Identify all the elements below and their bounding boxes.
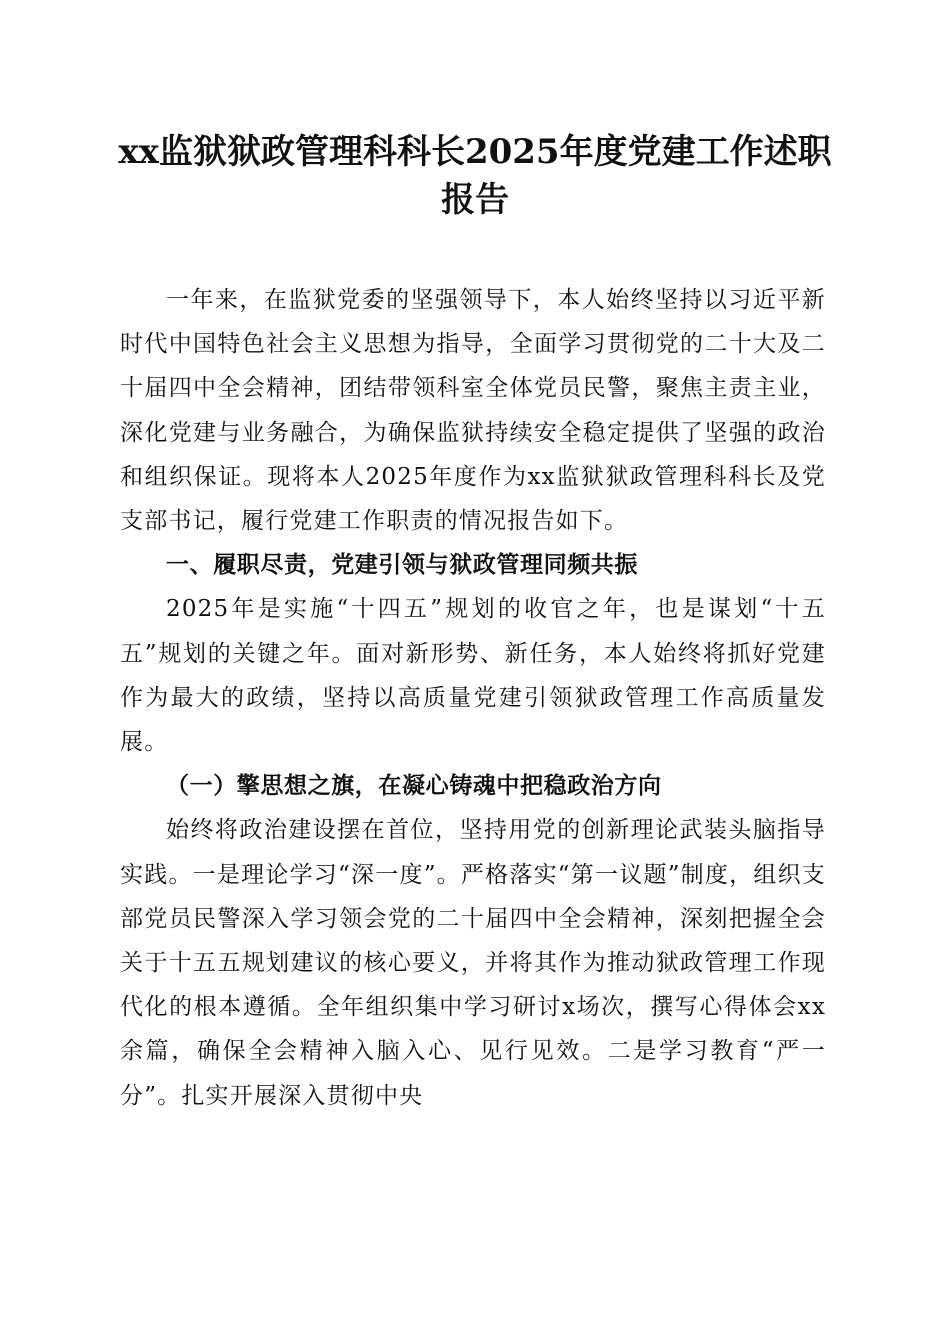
intro-paragraph: 一年来，在监狱党委的坚强领导下，本人始终坚持以习近平新时代中国特色社会主义思想为指导，全面学习贯彻党的二十大及二十届四中全会精神，团结带领科室全体党员民警，聚焦主责主业，深化党建与业务融合，为确保监狱持续安全稳定提供了坚强的政治和组织保证。现将本人2025年度作为xx监狱狱政管理科科长及党支部书记，履行党建工作职责的情况报告如下。 <box>120 287 826 535</box>
section-1-paragraph: 2025年是实施“十四五”规划的收官之年，也是谋划“十五五”规划的关键之年。面对新形势、新任务，本人始终将抓好党建作为最大的政绩，坚持以高质量党建引领狱政管理工作高质量发展。 <box>120 596 826 756</box>
section-heading-1: 一、履职尽责，党建引领与狱政管理同频共振 <box>166 552 638 579</box>
subsection-1-paragraph: 始终将政治建设摆在首位，坚持用党的创新理论武装头脑指导实践。一是理论学习“深一度”。严格落实“第一议题”制度，组织支部党员民警深入学习领会党的二十届四中全会精神，深刻把握全会关于十五五规划建议的核心要义，并将其作为推动狱政管理工作现代化的根本遵循。全年组织集中学习研讨x场次，撰写心得体会xx余篇，确保全会精神入脑入心、见行见效。二是学习教育“严一分”。扎实开展深入贯彻中央 <box>120 817 826 1109</box>
document-body <box>120 278 826 1118</box>
subsection-heading-1: （一）擎思想之旗，在凝心铸魂中把稳政治方向 <box>166 772 662 800</box>
document-title: xx监狱狱政管理科科长2025年度党建工作述职报告 <box>118 132 832 220</box>
